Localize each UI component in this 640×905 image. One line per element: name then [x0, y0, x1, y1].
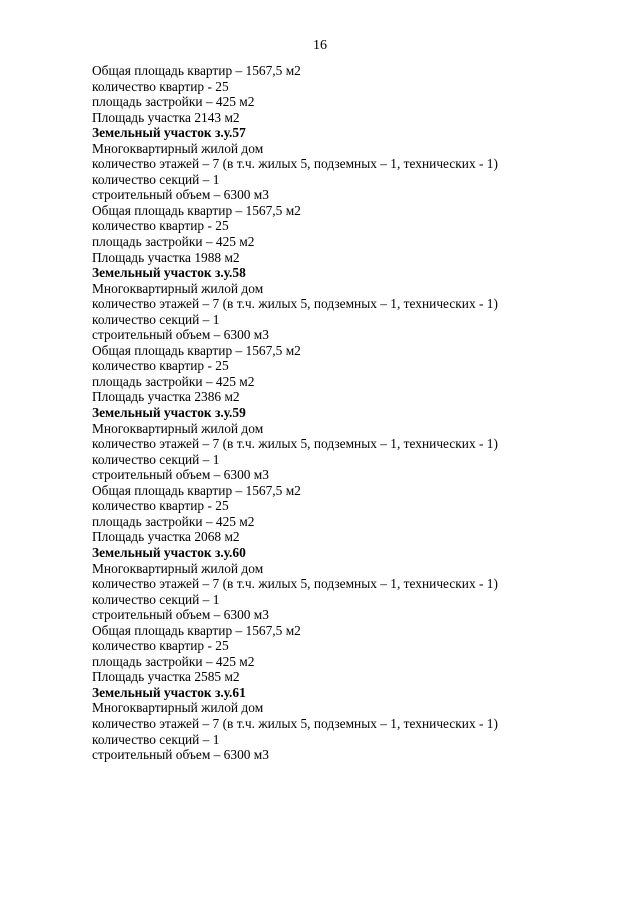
text-line: Многоквартирный жилой дом [92, 420, 264, 436]
section-heading: Земельный участок з.у.58 [92, 265, 246, 281]
text-line: Общая площадь квартир – 1567,5 м2 [92, 342, 301, 358]
text-line: количество секций – 1 [92, 451, 220, 467]
text-line: площадь застройки – 425 м2 [92, 653, 255, 669]
text-line: площадь застройки – 425 м2 [92, 513, 255, 529]
text-line: количество этажей – 7 (в т.ч. жилых 5, подземных – 1, технических - 1) [92, 715, 498, 731]
text-line: Площадь участка 2068 м2 [92, 529, 240, 545]
text-line: количество этажей – 7 (в т.ч. жилых 5, подземных – 1, технических - 1) [92, 156, 498, 172]
text-line: Общая площадь квартир – 1567,5 м2 [92, 63, 301, 78]
document-body [92, 63, 592, 763]
text-line: количество секций – 1 [92, 311, 220, 327]
text-line: количество квартир - 25 [92, 638, 229, 654]
text-line: строительный объем – 6300 м3 [92, 327, 269, 343]
text-line: количество квартир - 25 [92, 498, 229, 514]
text-line: Площадь участка 1988 м2 [92, 249, 240, 265]
text-line: Площадь участка 2143 м2 [92, 109, 240, 125]
text-line: Многоквартирный жилой дом [92, 560, 264, 576]
page-number: 16 [313, 38, 327, 53]
text-line: количество этажей – 7 (в т.ч. жилых 5, подземных – 1, технических - 1) [92, 576, 498, 592]
text-line: количество квартир - 25 [92, 218, 229, 234]
text-line: Многоквартирный жилой дом [92, 280, 264, 296]
text-line: Общая площадь квартир – 1567,5 м2 [92, 202, 301, 218]
text-line: Площадь участка 2585 м2 [92, 669, 240, 685]
text-line: количество секций – 1 [92, 731, 220, 747]
text-line: количество секций – 1 [92, 171, 220, 187]
text-line: площадь застройки – 425 м2 [92, 94, 255, 110]
text-line: строительный объем – 6300 м3 [92, 747, 269, 763]
text-line: строительный объем – 6300 м3 [92, 187, 269, 203]
text-line: Общая площадь квартир – 1567,5 м2 [92, 622, 301, 638]
section-heading: Земельный участок з.у.61 [92, 684, 246, 700]
text-line: строительный объем – 6300 м3 [92, 607, 269, 623]
text-line: строительный объем – 6300 м3 [92, 467, 269, 483]
section-heading: Земельный участок з.у.60 [92, 544, 246, 560]
text-line: количество этажей – 7 (в т.ч. жилых 5, подземных – 1, технических - 1) [92, 296, 498, 312]
text-line: Общая площадь квартир – 1567,5 м2 [92, 482, 301, 498]
section-heading: Земельный участок з.у.59 [92, 405, 246, 421]
section-heading: Земельный участок з.у.57 [92, 125, 246, 141]
text-line: Площадь участка 2386 м2 [92, 389, 240, 405]
text-line: Многоквартирный жилой дом [92, 700, 264, 716]
text-line: Многоквартирный жилой дом [92, 140, 264, 156]
text-line: площадь застройки – 425 м2 [92, 234, 255, 250]
text-line: площадь застройки – 425 м2 [92, 373, 255, 389]
text-line: количество квартир - 25 [92, 78, 229, 94]
text-line: количество секций – 1 [92, 591, 220, 607]
text-line: количество этажей – 7 (в т.ч. жилых 5, подземных – 1, технических - 1) [92, 436, 498, 452]
text-line: количество квартир - 25 [92, 358, 229, 374]
